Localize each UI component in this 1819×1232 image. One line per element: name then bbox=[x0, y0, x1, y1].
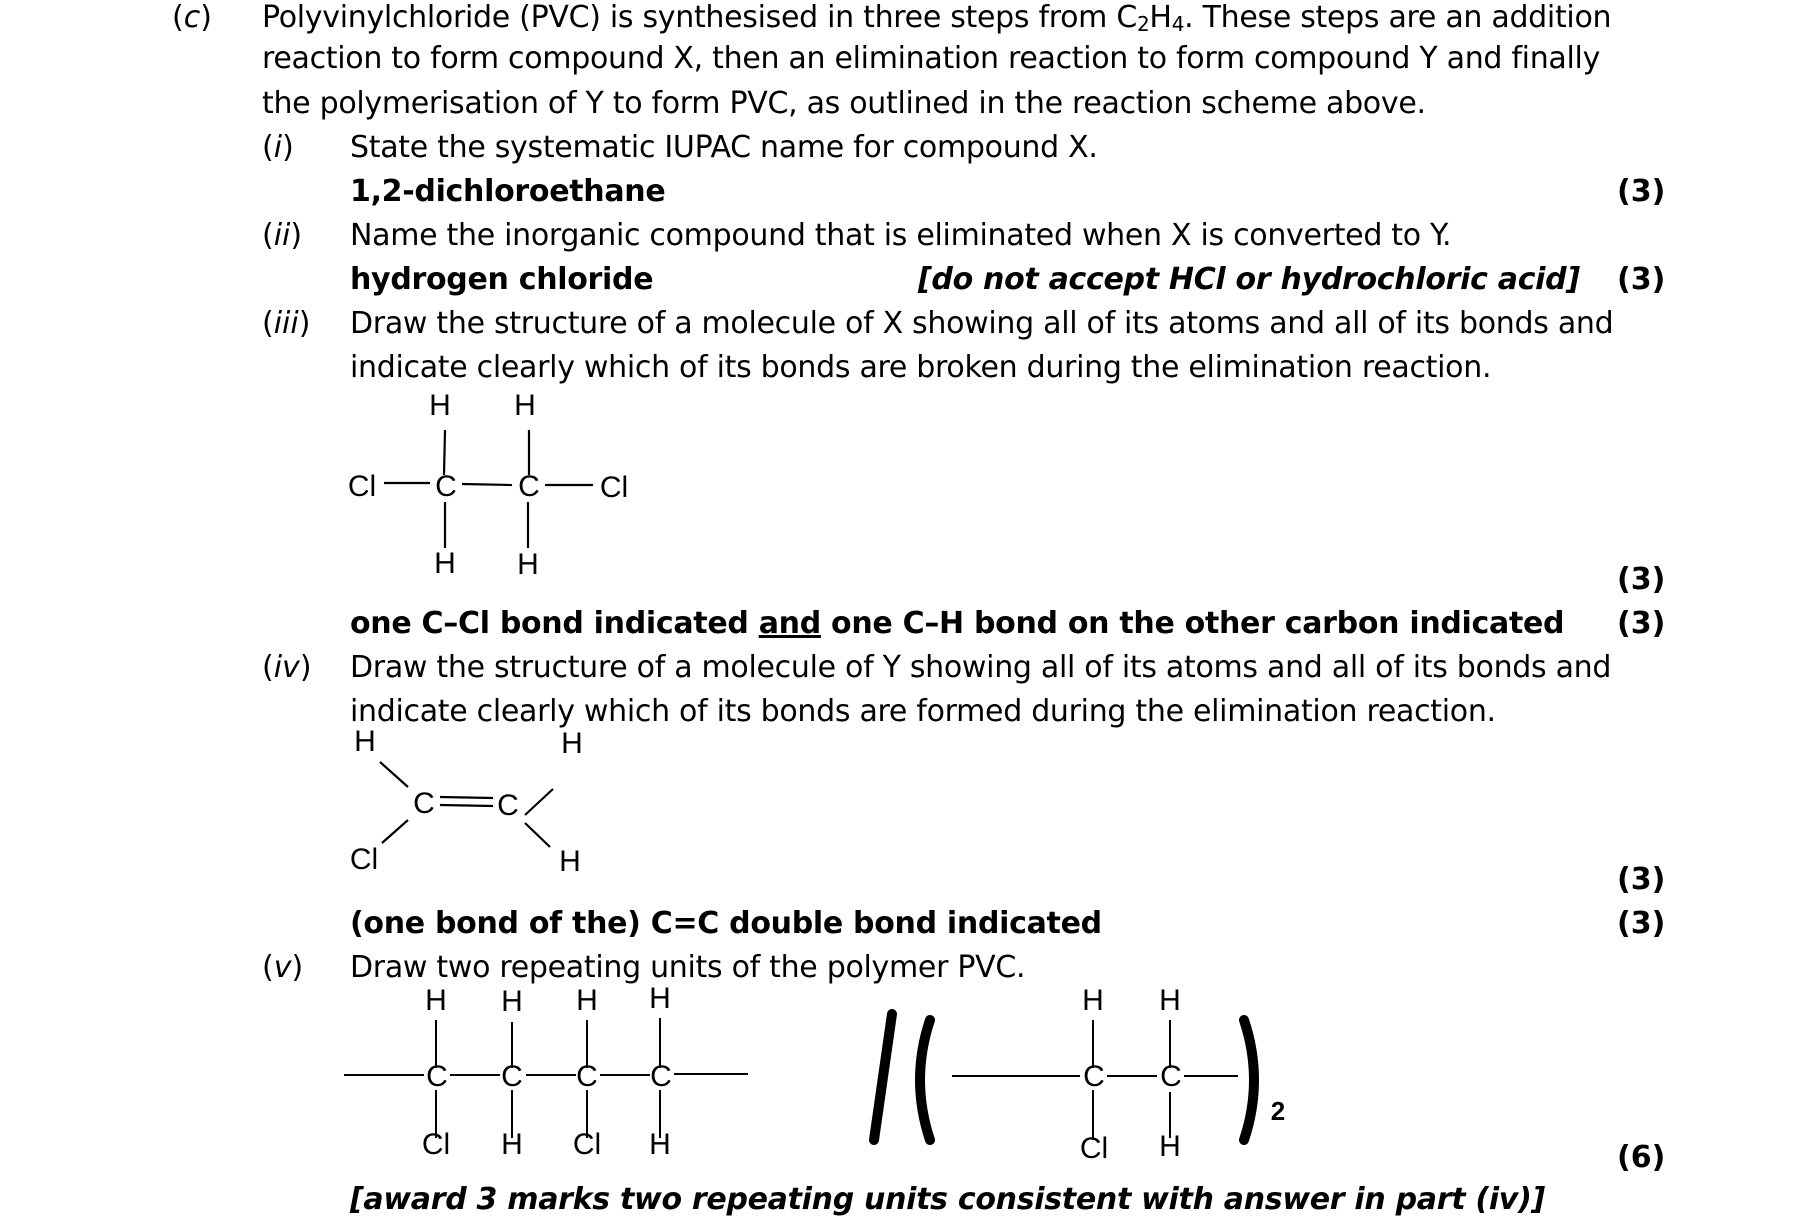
question-v-prompt: Draw two repeating units of the polymer PVC. bbox=[350, 950, 1026, 985]
question-ii-prompt: Name the inorganic compound that is eliminated when X is converted to Y. bbox=[350, 218, 1452, 253]
atom-cl: Cl bbox=[599, 471, 629, 504]
intro-line-3: the polymerisation of Y to form PVC, as outlined in the reaction scheme above. bbox=[262, 86, 1426, 121]
question-iv-answer: (one bond of the) C=C double bond indicated bbox=[350, 906, 1102, 941]
svg-text:Cl: Cl bbox=[421, 1128, 451, 1161]
svg-text:H: H bbox=[501, 1128, 523, 1161]
svg-text:H: H bbox=[649, 982, 671, 1015]
atom-c: C bbox=[435, 470, 457, 503]
question-v-note: [award 3 marks two repeating units consistent with answer in part (iv)] bbox=[350, 1182, 1545, 1217]
atom-cl: Cl bbox=[347, 470, 377, 503]
question-ii-note: [do not accept HCl or hydrochloric acid] bbox=[918, 262, 1580, 297]
question-label-iii: (iii) bbox=[262, 306, 311, 341]
svg-text:H: H bbox=[576, 984, 598, 1017]
question-iii-answer: one C–Cl bond indicated and one C–H bond on the other carbon indicated bbox=[350, 606, 1565, 641]
svg-text:H: H bbox=[649, 1128, 671, 1161]
svg-text:C: C bbox=[650, 1060, 672, 1093]
question-iii-prompt-line-2: indicate clearly which of its bonds are broken during the elimination reaction. bbox=[350, 350, 1492, 385]
structure-pvc-two-units bbox=[340, 980, 760, 1170]
question-iv-prompt-line-1: Draw the structure of a molecule of Y showing all of its atoms and all of its bonds and bbox=[350, 650, 1612, 685]
question-iv-marks-1: (3) bbox=[1617, 862, 1666, 897]
svg-text:H: H bbox=[1159, 984, 1181, 1017]
structure-compound-y bbox=[340, 725, 640, 895]
question-ii-marks: (3) bbox=[1617, 262, 1666, 297]
question-iii-marks-2: (3) bbox=[1617, 606, 1666, 641]
svg-text:H: H bbox=[501, 985, 523, 1018]
intro-line-1: Polyvinylchloride (PVC) is synthesised in three steps from $C_2H_4$. These steps are an addition bbox=[262, 0, 1612, 36]
question-iv-marks-2: (3) bbox=[1617, 906, 1666, 941]
question-ii-answer: hydrogen chloride bbox=[350, 262, 654, 297]
svg-text:H: H bbox=[425, 984, 447, 1017]
atom-h: H bbox=[354, 725, 376, 758]
question-iii-marks-1: (3) bbox=[1617, 562, 1666, 597]
question-iv-prompt-line-2: indicate clearly which of its bonds are formed during the elimination reaction. bbox=[350, 694, 1496, 729]
svg-text:Cl: Cl bbox=[572, 1128, 602, 1161]
atom-h: H bbox=[517, 548, 539, 581]
part-label: (c) bbox=[172, 0, 212, 35]
question-label-iv: (iv) bbox=[262, 650, 312, 685]
atom-cl: Cl bbox=[349, 843, 379, 876]
question-iii-prompt-line-1: Draw the structure of a molecule of X showing all of its atoms and all of its bonds and bbox=[350, 306, 1614, 341]
svg-text:Cl: Cl bbox=[1079, 1132, 1109, 1165]
svg-text:C: C bbox=[501, 1060, 523, 1093]
structure-pvc-repeat-unit bbox=[870, 980, 1330, 1170]
atom-h: H bbox=[434, 547, 456, 580]
svg-text:C: C bbox=[426, 1060, 448, 1093]
svg-text:C: C bbox=[1083, 1060, 1105, 1093]
question-label-v: (v) bbox=[262, 950, 304, 985]
svg-text:H: H bbox=[1082, 984, 1104, 1017]
question-i-answer: 1,2-dichloroethane bbox=[350, 174, 666, 209]
atom-h: H bbox=[514, 389, 536, 422]
svg-text:C: C bbox=[576, 1060, 598, 1093]
intro-line-2: reaction to form compound X, then an elimination reaction to form compound Y and finally bbox=[262, 41, 1601, 76]
question-label-i: (i) bbox=[262, 130, 294, 165]
structure-compound-x bbox=[340, 390, 660, 590]
question-i-prompt: State the systematic IUPAC name for compound X. bbox=[350, 130, 1098, 165]
question-v-marks: (6) bbox=[1617, 1140, 1666, 1175]
atom-c: C bbox=[497, 789, 519, 822]
atom-c: C bbox=[518, 470, 540, 503]
svg-text:H: H bbox=[1159, 1130, 1181, 1163]
svg-text:2: 2 bbox=[1270, 1096, 1286, 1126]
atom-c: C bbox=[413, 787, 435, 820]
atom-h: H bbox=[429, 389, 451, 422]
question-i-marks: (3) bbox=[1617, 174, 1666, 209]
atom-h: H bbox=[561, 727, 583, 760]
svg-text:C: C bbox=[1160, 1060, 1182, 1093]
atom-h: H bbox=[559, 845, 581, 878]
left-bracket bbox=[920, 1020, 930, 1140]
alternative-slash bbox=[874, 1014, 892, 1140]
question-label-ii: (ii) bbox=[262, 218, 303, 253]
right-bracket bbox=[1244, 1020, 1254, 1140]
